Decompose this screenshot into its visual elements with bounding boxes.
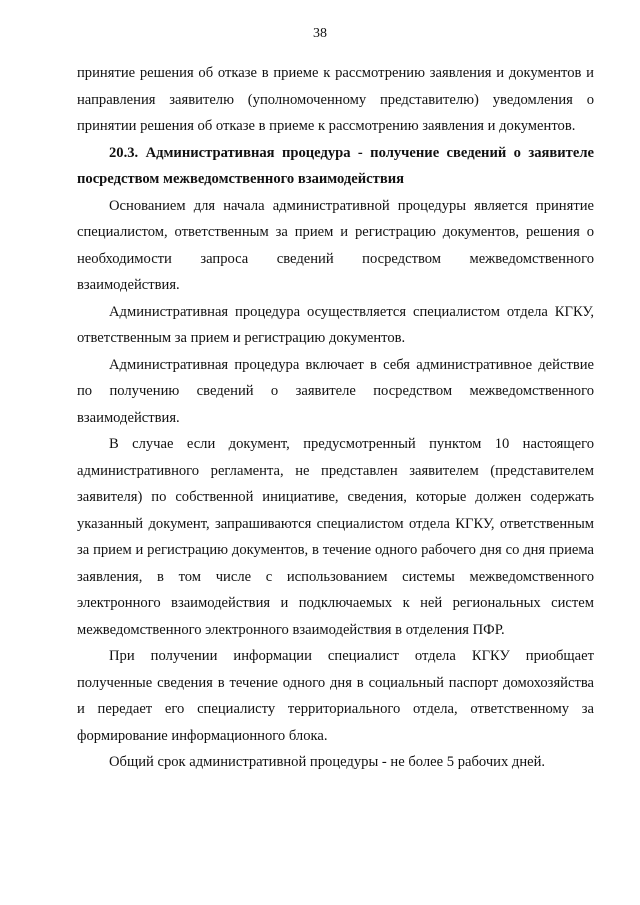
paragraph-continuation: принятие решения об отказе в приеме к рассмотрению заявления и документов и направления заявителю (уполномоченному представителю) уведомления о принятии решения об отказе в приеме к рассмотрению заявления и документов. (77, 65, 594, 134)
paragraph-basis: Основанием для начала административной процедуры является принятие специалистом, ответственным за прием и регистрацию документов, решения о необходимости запроса сведений посредством межведомственного взаимодействия. (77, 197, 594, 293)
body-text (77, 60, 594, 776)
section-heading: 20.3. Административная процедура - получение сведений о заявителе посредством межведомственного взаимодействия (77, 144, 594, 187)
paragraph-executor: Административная процедура осуществляется специалистом отдела КГКУ, ответственным за прием и регистрацию документов. (77, 303, 594, 346)
paragraph-request: В случае если документ, предусмотренный пунктом 10 настоящего административного регламента, не представлен заявителем (представителем заявителя) по собственной инициативе, сведения, которые должен содержать указанный документ, запрашиваются специалистом отдела КГКУ, ответственным за прием и регистрацию документов, в течение одного рабочего дня со дня приема заявления, в том числе с использованием системы межведомственного электронного взаимодействия и подключаемых к ней региональных систем межведомственного электронного взаимодействия в отделения ПФР. (77, 436, 594, 638)
paragraph-result: При получении информации специалист отдела КГКУ приобщает полученные сведения в течение одного дня в социальный паспорт домохозяйства и передает его специалисту территориального отдела, ответственному за формирование информационного блока. (77, 648, 594, 744)
paragraph-action: Административная процедура включает в себя административное действие по получению сведений о заявителе посредством межведомственного взаимодействия. (77, 356, 594, 426)
paragraph-deadline: Общий срок административной процедуры - не более 5 рабочих дней. (109, 754, 546, 770)
page-number: 38 (313, 26, 327, 41)
